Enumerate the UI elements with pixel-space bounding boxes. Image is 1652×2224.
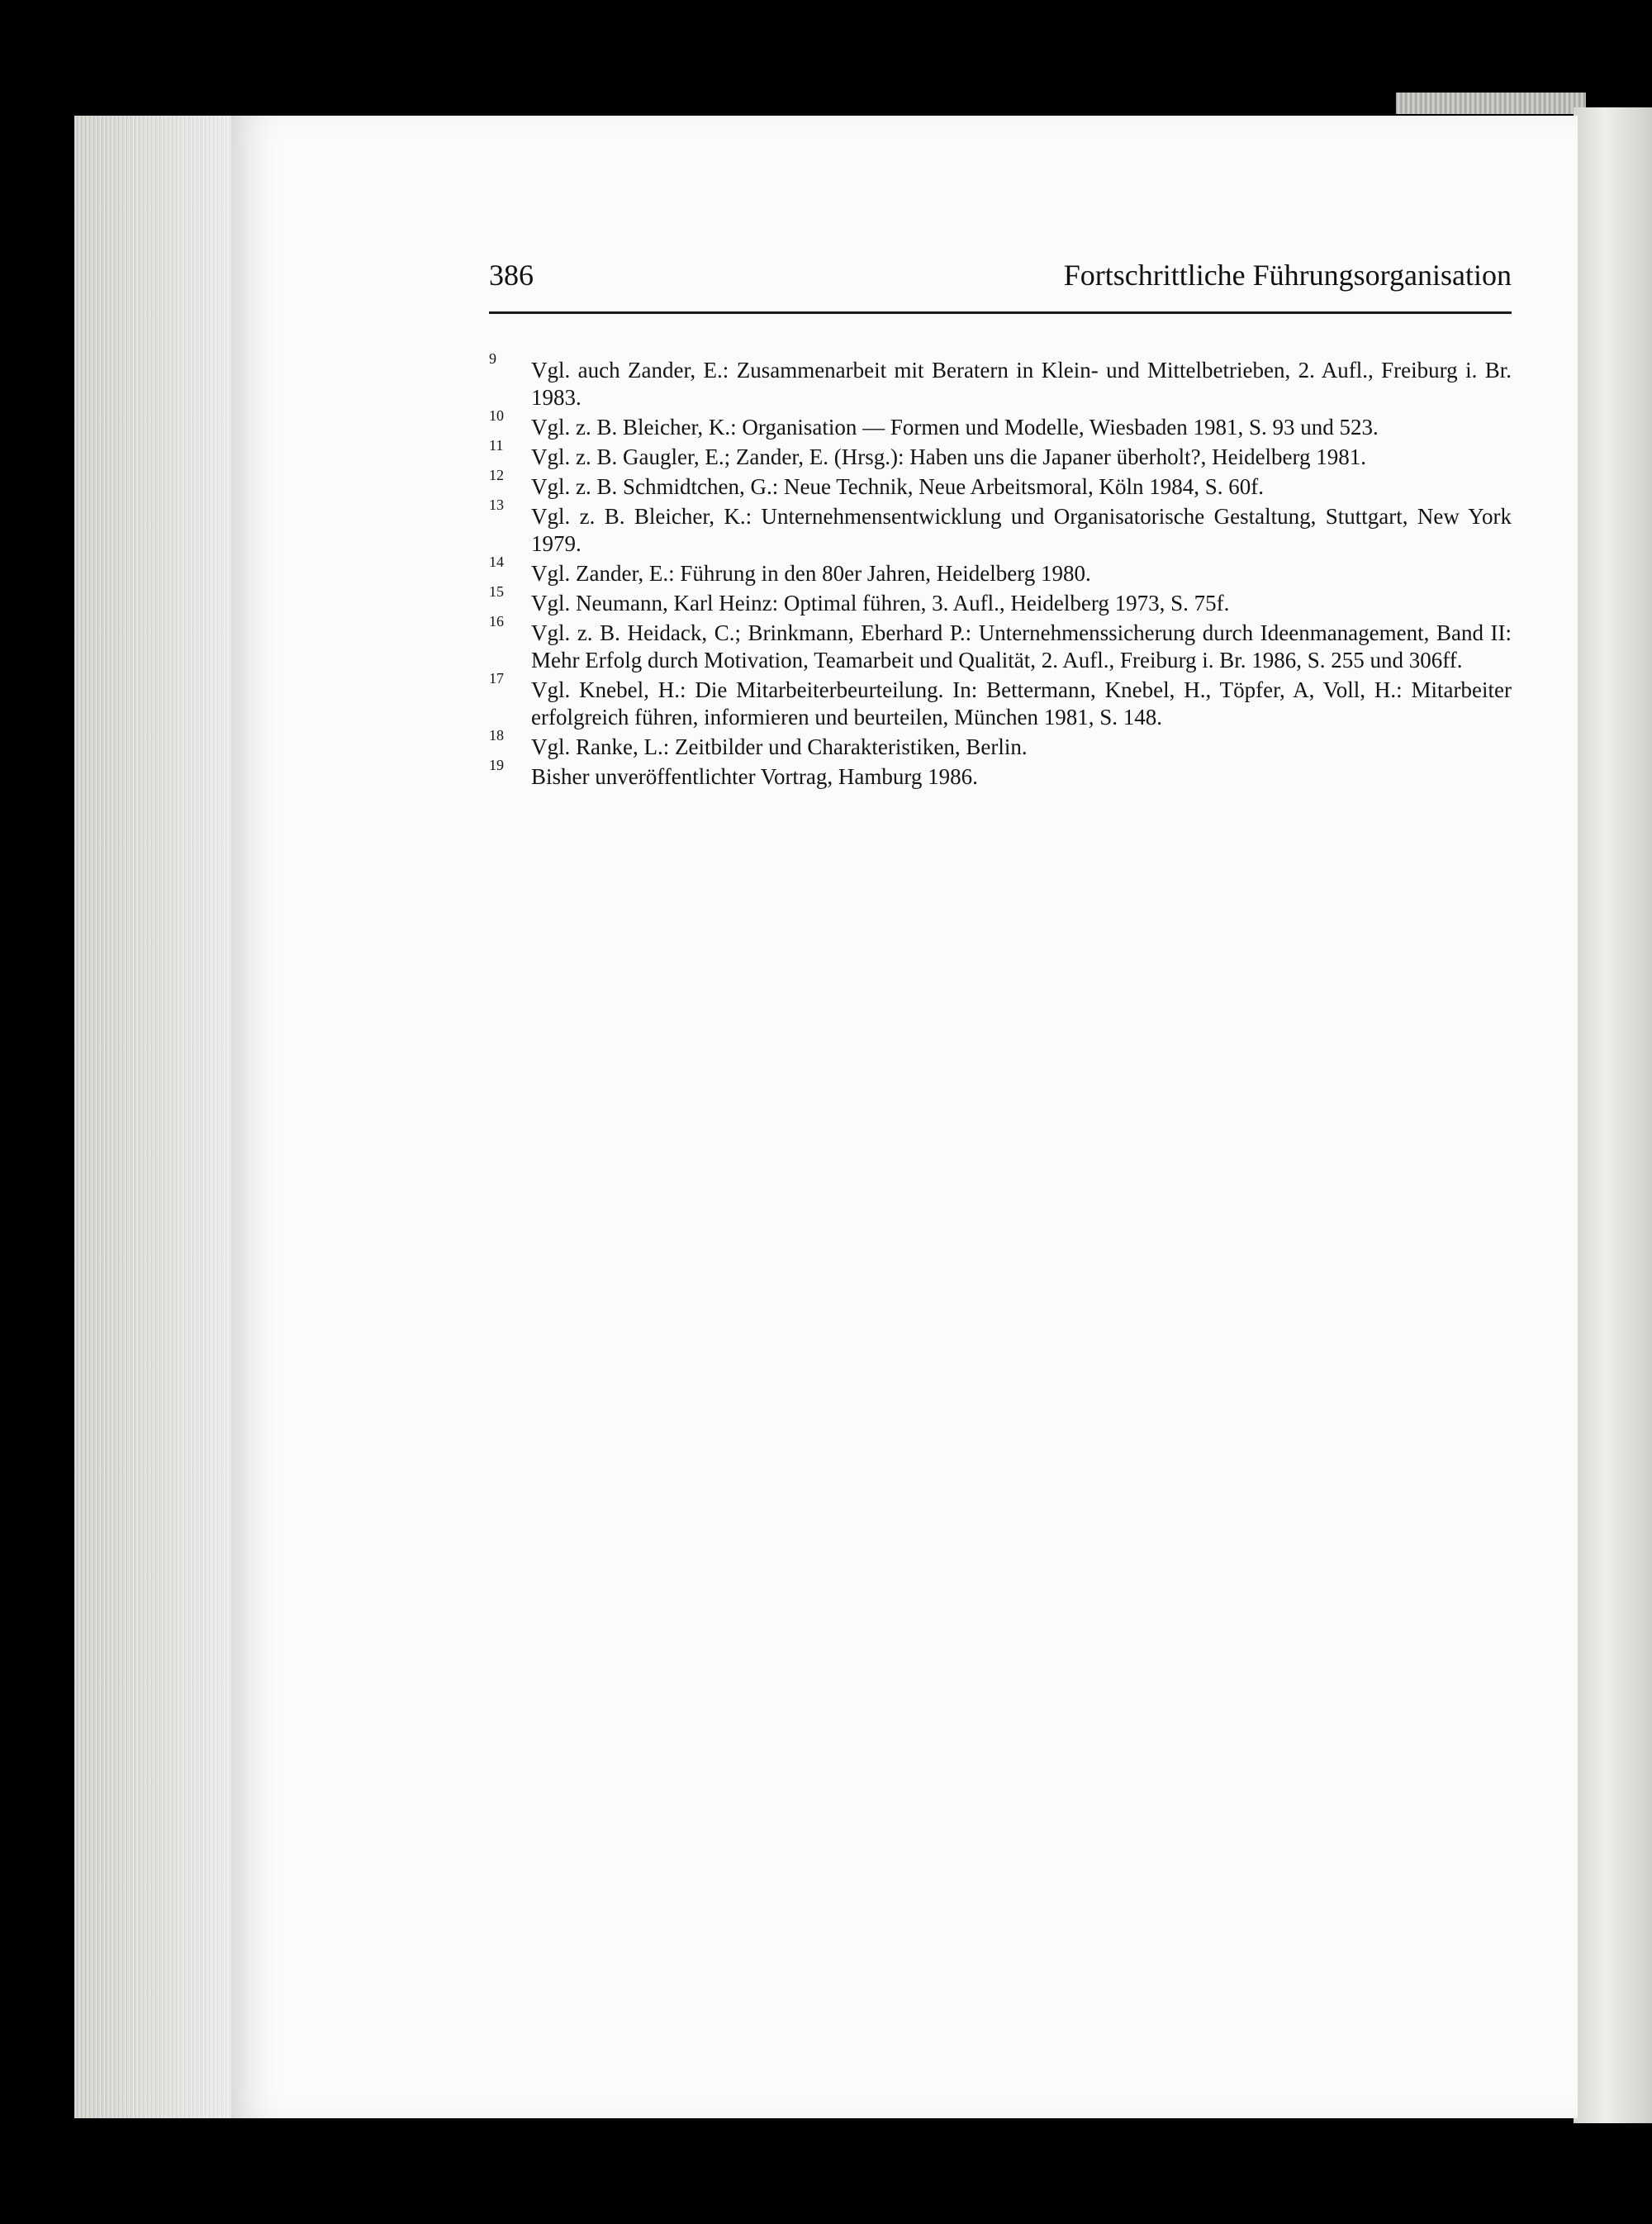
footnote-number: 14 xyxy=(489,554,504,570)
footnote-text: Bisher unveröffentlichter Vortrag, Hamburg 1986. xyxy=(531,764,978,789)
footnote xyxy=(489,497,1512,558)
footnote xyxy=(489,583,1512,617)
header-rule xyxy=(489,311,1512,314)
page-header xyxy=(489,258,1512,292)
footnote-number: 18 xyxy=(489,727,504,744)
footnote-number: 17 xyxy=(489,670,504,687)
footnote-text: Vgl. Ranke, L.: Zeitbilder und Charakteristiken, Berlin. xyxy=(531,734,1028,759)
footnote xyxy=(489,613,1512,674)
footnote-number: 16 xyxy=(489,613,504,630)
footnote-number: 13 xyxy=(489,497,504,513)
footnote-text: Vgl. z. B. Heidack, C.; Brinkmann, Eberhard P.: Unternehmenssicherung durch Ideenmanagement, Band II: Mehr Erfolg durch Motivation, Teamarbeit und Qualität, 2. Aufl., Freiburg i. Br. 1986, S. 255 und 306ff. xyxy=(531,620,1512,672)
footnote xyxy=(489,437,1512,471)
footnote-number: 19 xyxy=(489,757,504,773)
footnote-list xyxy=(489,350,1512,793)
footnote xyxy=(489,467,1512,501)
footnote xyxy=(489,670,1512,731)
footnote-number: 12 xyxy=(489,467,504,483)
book-spine xyxy=(1574,107,1652,2123)
footnote-text: Vgl. auch Zander, E.: Zusammenarbeit mit Beratern in Klein- und Mittelbetrieben, 2. Aufl., Freiburg i. Br. 1983. xyxy=(531,358,1512,410)
footnote-text: Vgl. z. B. Gaugler, E.; Zander, E. (Hrsg.): Haben uns die Japaner überholt?, Heidelberg 1981. xyxy=(531,444,1367,469)
book-binding-strip xyxy=(1396,93,1586,114)
footnote-text: Vgl. Neumann, Karl Heinz: Optimal führen, 3. Aufl., Heidelberg 1973, S. 75f. xyxy=(531,591,1230,615)
footnote-number: 11 xyxy=(489,437,504,454)
footnote xyxy=(489,407,1512,441)
footnote xyxy=(489,757,1512,791)
running-title: Fortschrittliche Führungsorganisation xyxy=(1063,259,1512,292)
footnote xyxy=(489,727,1512,761)
footnote-number: 10 xyxy=(489,407,504,424)
footnote xyxy=(489,350,1512,411)
footnote xyxy=(489,554,1512,587)
footnote-text: Vgl. Zander, E.: Führung in den 80er Jahren, Heidelberg 1980. xyxy=(531,561,1091,586)
footnote-number: 9 xyxy=(489,350,496,367)
footnote-text: Vgl. z. B. Bleicher, K.: Organisation — Formen und Modelle, Wiesbaden 1981, S. 93 und 523. xyxy=(531,415,1379,440)
footnote-text: Vgl. z. B. Schmidtchen, G.: Neue Technik, Neue Arbeitsmoral, Köln 1984, S. 60f. xyxy=(531,474,1264,499)
footnote-text: Vgl. z. B. Bleicher, K.: Unternehmensentwicklung und Organisatorische Gestaltung, Stuttgart, New York 1979. xyxy=(531,504,1512,556)
page-number: 386 xyxy=(489,259,534,292)
footnote-number: 15 xyxy=(489,583,504,600)
footnote-text: Vgl. Knebel, H.: Die Mitarbeiterbeurteilung. In: Bettermann, Knebel, H., Töpfer, A, Voll, H.: Mitarbeiter erfolgreich führen, informieren und beurteilen, München 1981, S. 148. xyxy=(531,677,1512,729)
